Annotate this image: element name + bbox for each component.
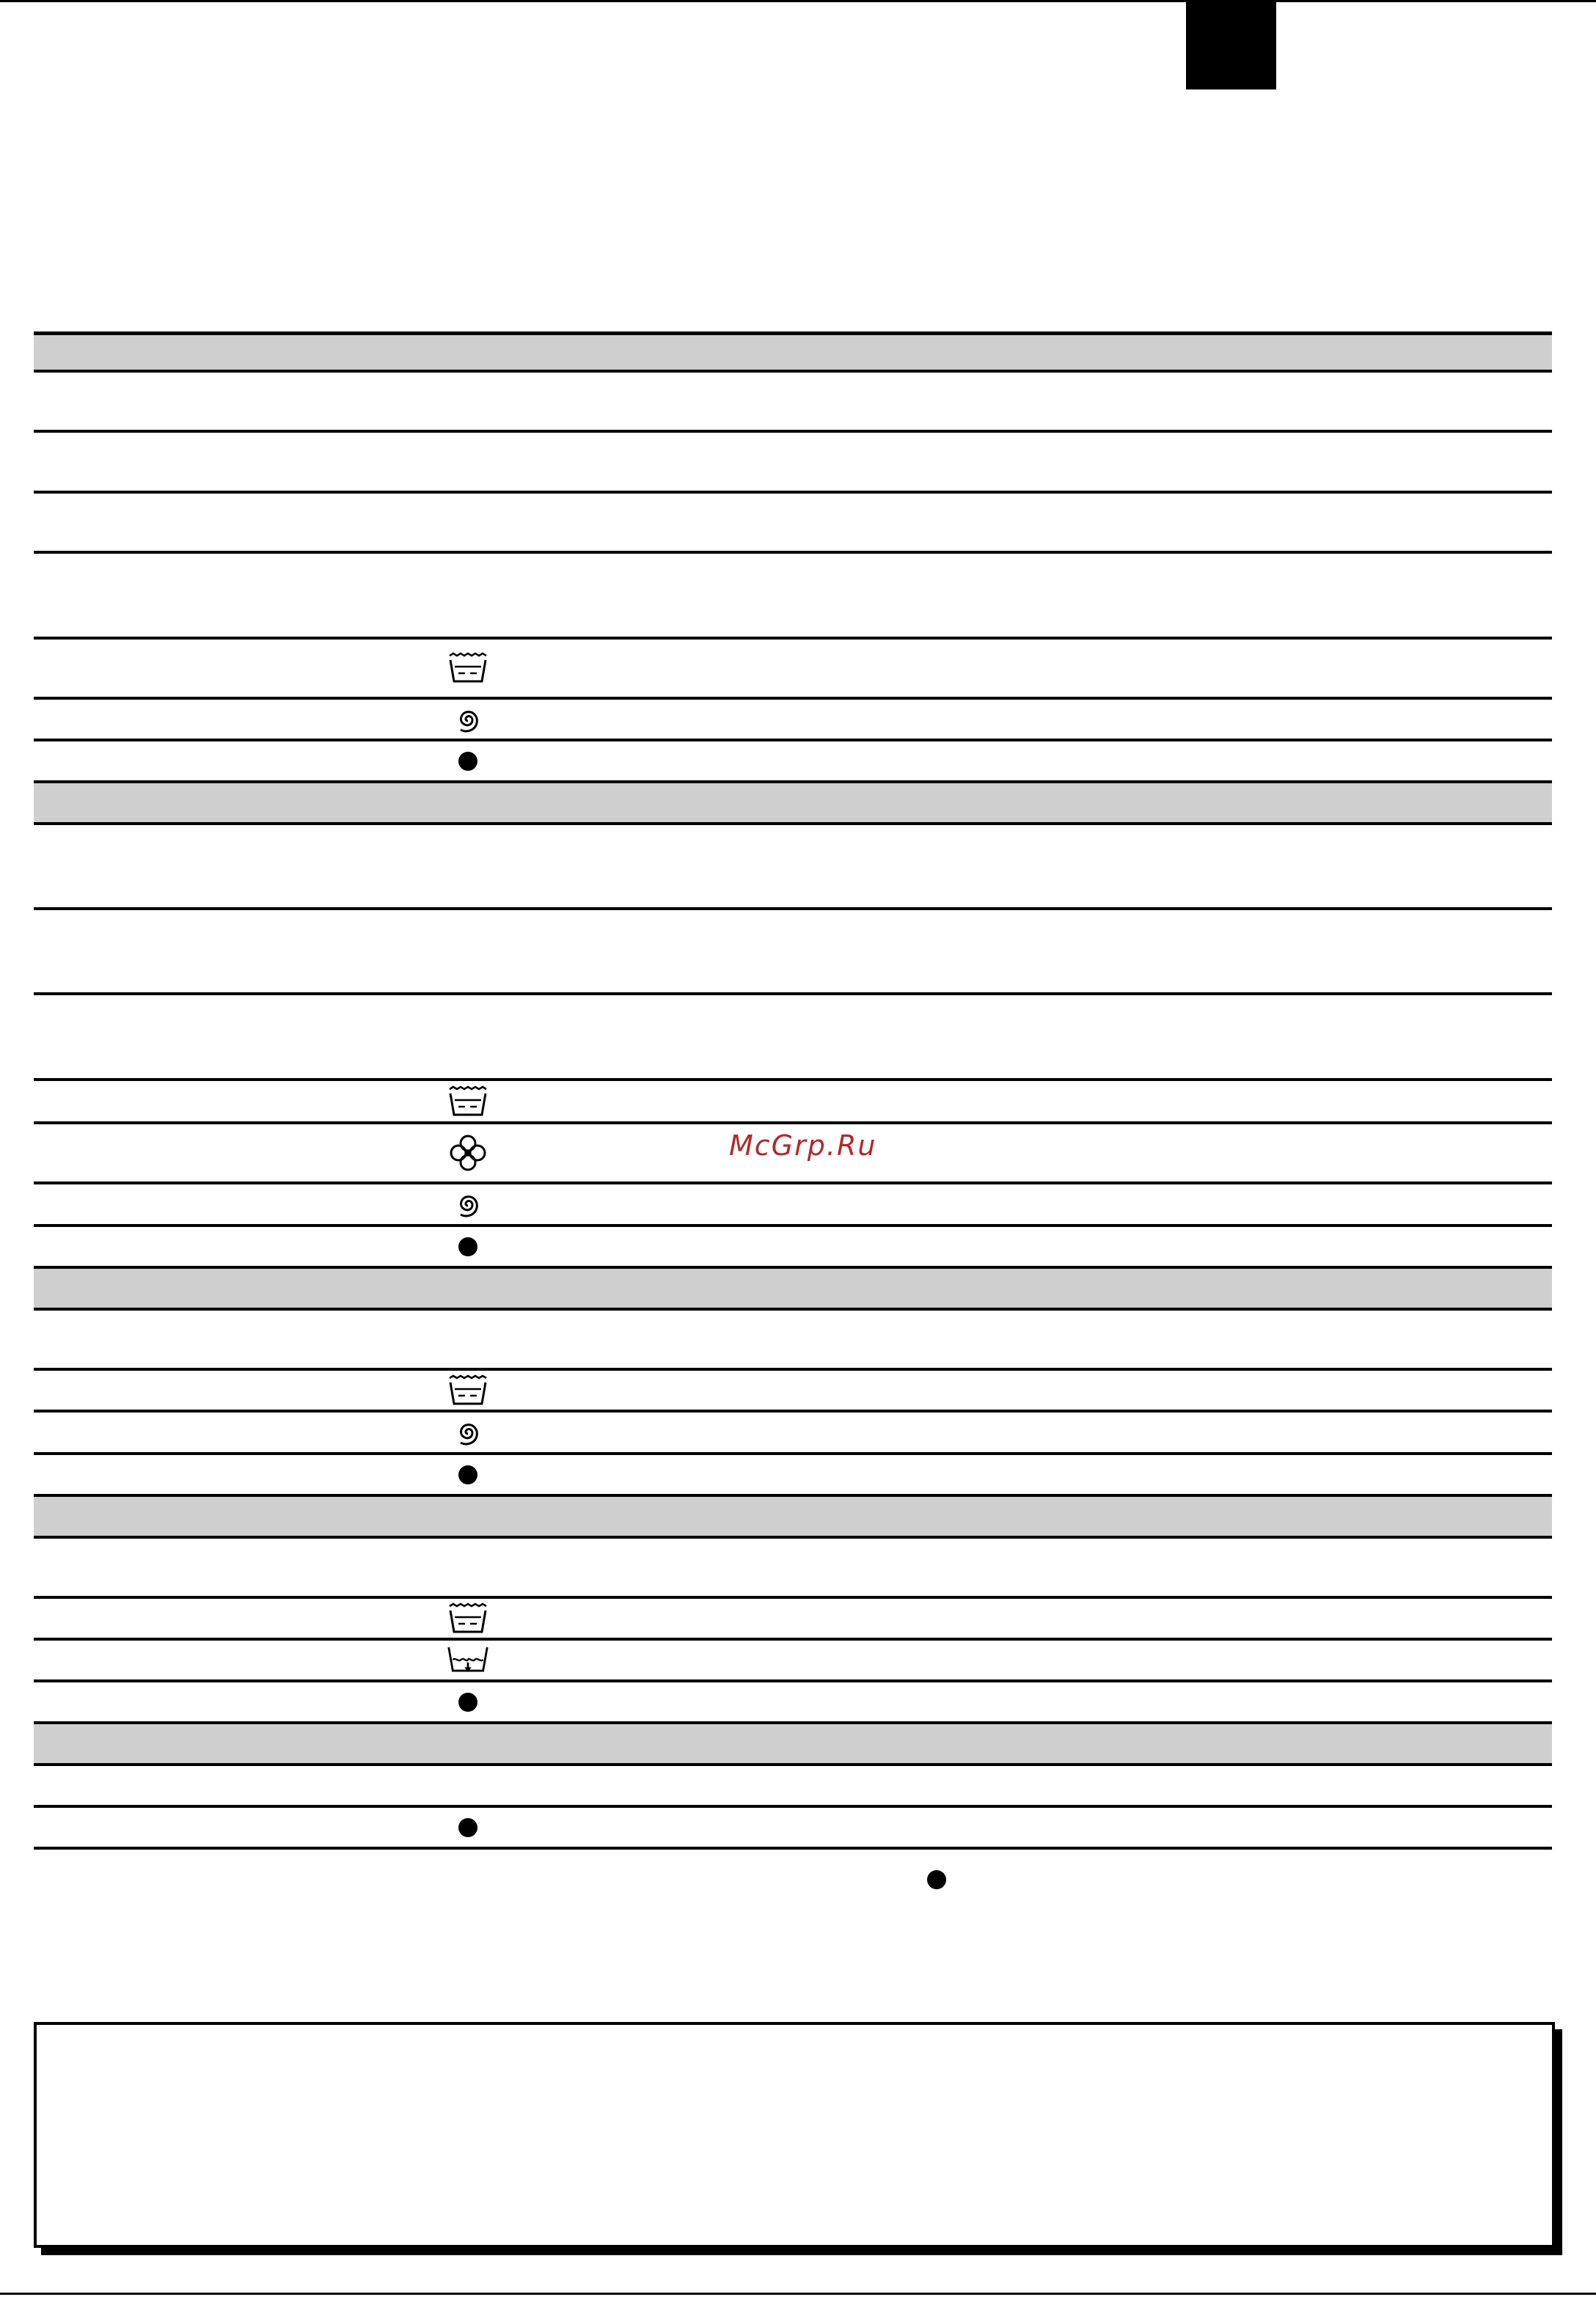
table-section-header <box>34 783 1552 825</box>
wash-tub-icon <box>446 1371 490 1410</box>
table-row <box>34 373 1552 433</box>
chapter-tab-block <box>1186 2 1276 89</box>
table-section-header <box>34 1724 1552 1766</box>
table-row <box>34 825 1552 910</box>
table-row <box>34 1184 1552 1227</box>
table-row <box>34 995 1552 1081</box>
table-row <box>34 433 1552 494</box>
watermark-text: McGrp.Ru <box>729 1129 877 1162</box>
table-row <box>34 1539 1552 1599</box>
table-row <box>34 1808 1552 1850</box>
table-row <box>34 1455 1552 1497</box>
filled-dot-icon <box>446 741 490 780</box>
table-row <box>34 640 1552 700</box>
spin-spiral-icon <box>446 700 490 739</box>
table-row <box>34 741 1552 783</box>
filled-dot-icon <box>446 1227 490 1266</box>
table-row <box>34 1413 1552 1455</box>
table-section-header <box>34 1497 1552 1539</box>
filled-dot-icon <box>926 1869 948 1891</box>
table-row <box>34 1081 1552 1124</box>
table-row <box>34 700 1552 741</box>
table-section-header <box>34 1269 1552 1311</box>
table-row <box>34 1371 1552 1413</box>
wash-tub-icon <box>446 1081 490 1121</box>
table-row <box>34 1227 1552 1269</box>
table-row <box>34 554 1552 640</box>
table-row <box>34 1599 1552 1641</box>
wash-tub-icon <box>446 1599 490 1638</box>
spin-spiral-icon <box>446 1184 490 1224</box>
table-row <box>34 1311 1552 1371</box>
drain-tub-icon <box>446 1641 490 1679</box>
softener-flower-icon <box>446 1124 490 1182</box>
spin-spiral-icon <box>446 1413 490 1452</box>
top-rule <box>0 0 1596 2</box>
filled-dot-icon <box>446 1682 490 1721</box>
wash-tub-icon <box>446 640 490 697</box>
table-row <box>34 494 1552 554</box>
table-row <box>34 1766 1552 1808</box>
note-box <box>34 2022 1555 2248</box>
table-row <box>34 910 1552 995</box>
table-section-header <box>34 331 1552 373</box>
bottom-rule <box>0 2293 1596 2295</box>
filled-dot-icon <box>446 1808 490 1847</box>
filled-dot-icon <box>446 1455 490 1494</box>
table-row <box>34 1682 1552 1724</box>
table-row <box>34 1641 1552 1682</box>
